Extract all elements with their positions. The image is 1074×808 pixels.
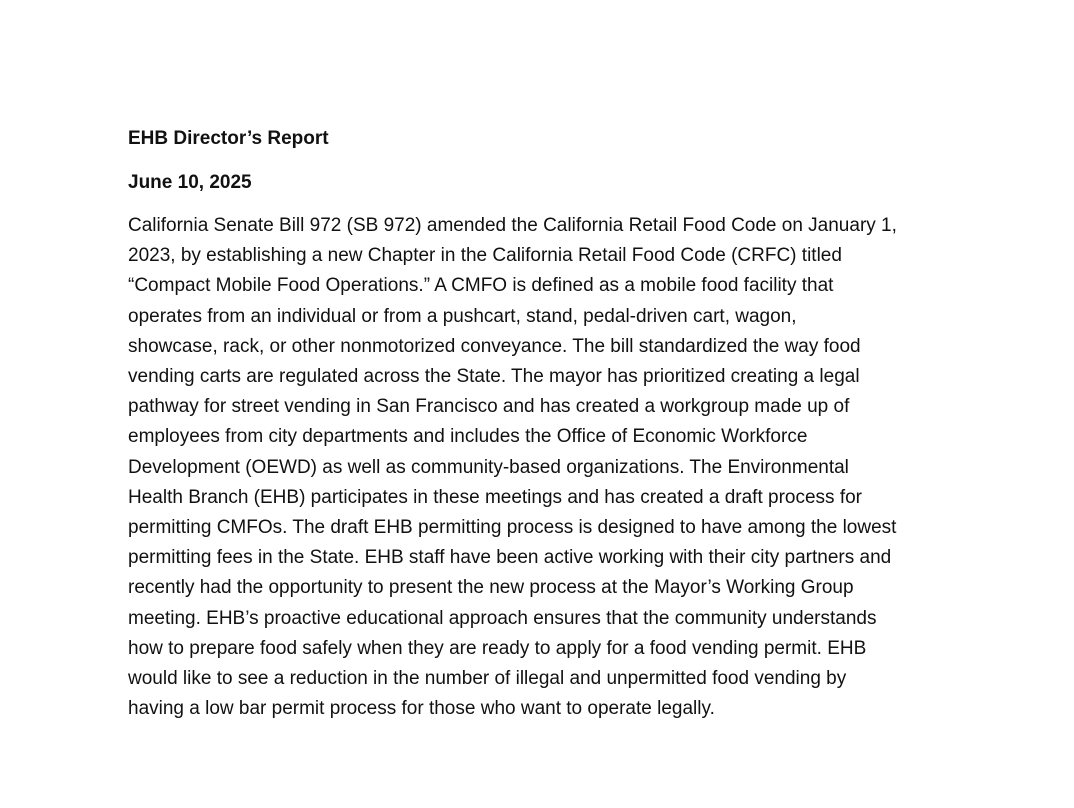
report-body-paragraph: California Senate Bill 972 (SB 972) amended the California Retail Food Code on January 1, 2023, by establishing a new Chapter in the California Retail Food Code (CRFC) titled “Compact Mobile Food Operations.” A CMFO is defined as a mobile food facility that operates from an individual or from a pushcart, stand, pedal-driven cart, wagon, showcase, rack, or other nonmotorized conveyance. The bill standardized the way food vending carts are regulated across the State. The mayor has prioritized creating a legal pathway for street vending in San Francisco and has created a workgroup made up of employees from city departments and includes the Office of Economic Workforce Development (OEWD) as well as community-based organizations. The Environmental Health Branch (EHB) participates in these meetings and has created a draft process for permitting CMFOs. The draft EHB permitting process is designed to have among the lowest permitting fees in the State. EHB staff have been active working with their city partners and recently had the opportunity to present the new process at the Mayor’s Working Group meeting. EHB’s proactive educational approach ensures that the community understands how to prepare food safely when they are ready to apply for a food vending permit. EHB would like to see a reduction in the number of illegal and unpermitted food vending by having a low bar permit process for those who want to operate legally. bbox=[128, 215, 897, 720]
report-title: EHB Director’s Report bbox=[128, 128, 329, 149]
report-date: June 10, 2025 bbox=[128, 172, 252, 193]
document-page bbox=[128, 127, 968, 724]
